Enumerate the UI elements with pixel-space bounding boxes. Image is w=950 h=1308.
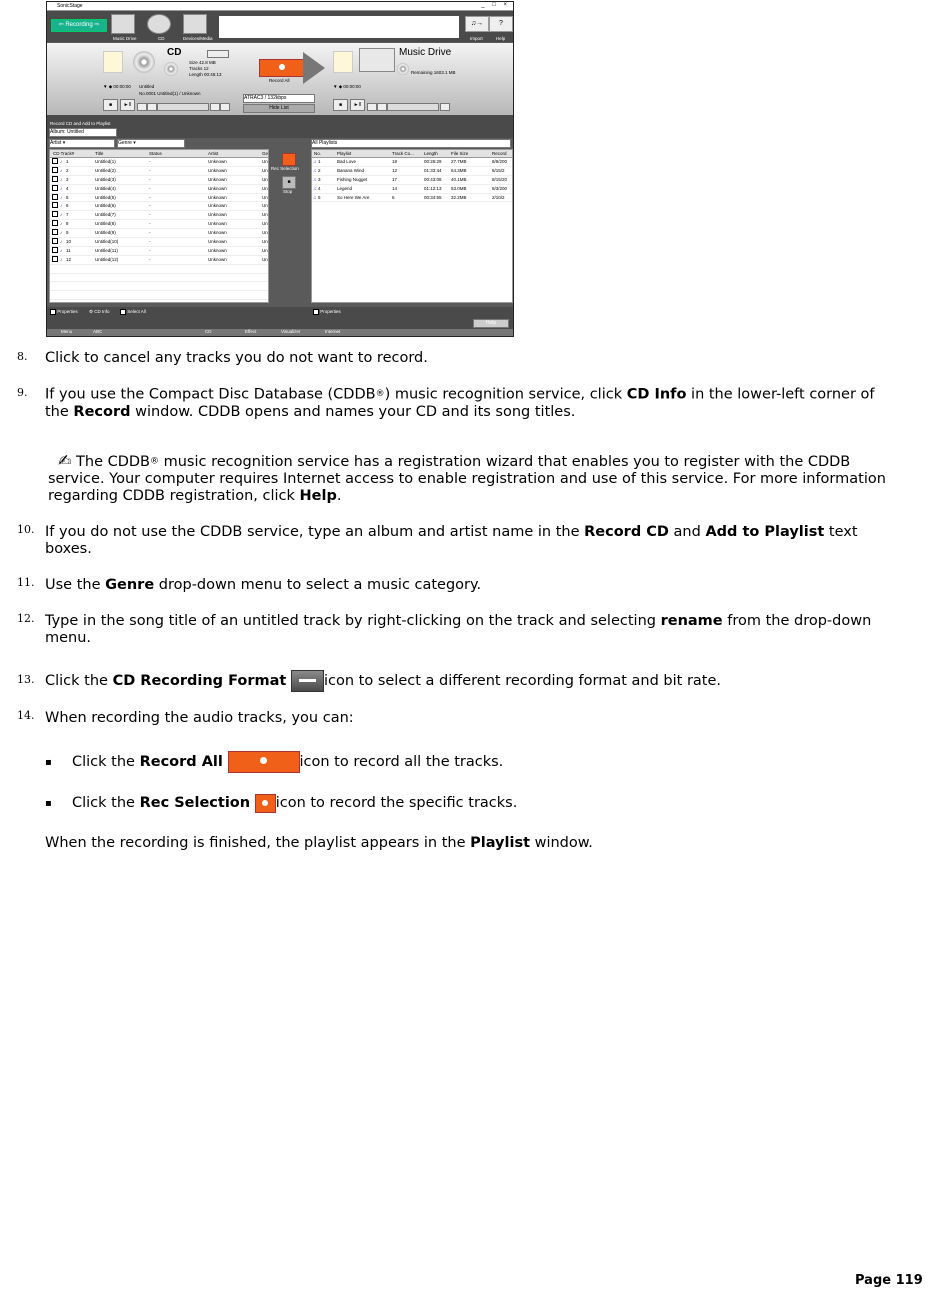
cell: So Here We Are [337, 194, 370, 200]
cell: 40.1MB [451, 176, 467, 182]
recording-button[interactable]: ⇦ Recording ⇨ [51, 19, 107, 32]
right-seek-bar[interactable] [387, 103, 439, 111]
cd-track-row[interactable] [50, 202, 268, 211]
col-record[interactable]: Record [492, 151, 507, 156]
playlist-row[interactable] [312, 158, 512, 167]
cd-tracks: Tracks 12 [189, 66, 209, 71]
cell: Unknown [208, 185, 227, 191]
music-note-icon: ♪ [60, 176, 63, 182]
col-no[interactable]: No. [314, 151, 322, 156]
cell: 2/10/2 [492, 194, 505, 200]
cell: Untitled(2) [95, 167, 116, 173]
music-note-icon: ♪ [60, 247, 63, 253]
stop-icon[interactable]: ■ [282, 176, 296, 189]
cell: - [149, 221, 151, 227]
cell: 00:26:29 [424, 159, 442, 164]
cell: Un [262, 221, 268, 227]
right-stop-button[interactable]: ■ [333, 99, 348, 111]
help-icon[interactable]: ? [489, 16, 513, 32]
cd-track-row[interactable] [50, 194, 268, 203]
cell: 6 [392, 194, 395, 200]
playlist-row[interactable] [312, 167, 512, 176]
cell: 3 [318, 176, 321, 182]
status-effect[interactable]: Effect [245, 329, 257, 334]
left-seek-bar[interactable] [157, 103, 209, 111]
cd-recording-format-icon [291, 670, 324, 692]
left-play-button[interactable]: ►II [120, 99, 135, 111]
cell: 53.0MB [451, 185, 467, 191]
transfer-arrow-icon [303, 52, 325, 84]
hide-list-button[interactable]: Hide List [243, 104, 315, 113]
rec-selection-icon [255, 794, 276, 813]
right-next-button[interactable] [377, 103, 387, 111]
genre-select[interactable]: Genre ▾ [117, 139, 185, 148]
tab-music-drive[interactable]: Music Drive [113, 36, 137, 41]
empty-row [50, 291, 268, 300]
cd-track-row[interactable] [50, 229, 268, 238]
cell: - [149, 167, 151, 173]
col-track-count[interactable]: Track Co... [392, 151, 414, 156]
record-all-icon [228, 751, 300, 773]
col-artist[interactable]: Artist [208, 151, 219, 156]
window-title: SonicStage [57, 3, 83, 9]
col-length[interactable]: Length [424, 151, 438, 156]
cd-art-icon [103, 51, 123, 73]
cell: 8/9/200 [492, 159, 508, 164]
left-player-title: CD [167, 47, 182, 58]
panel-header [47, 120, 513, 138]
recording-format-select[interactable]: ATRAC3 / 132kbps [243, 94, 315, 103]
cell: Unknown [208, 167, 227, 173]
tab-cd[interactable]: CD [158, 36, 165, 41]
cell: 5 [66, 194, 69, 200]
empty-row [50, 265, 268, 274]
step-11-text: Use the Genre drop-down menu to select a music category. [45, 577, 482, 593]
help-label[interactable]: Help [496, 36, 506, 41]
music-note-icon: ♪ [60, 185, 63, 191]
step-9-number: 9. [17, 386, 28, 399]
playlist-list [311, 149, 513, 303]
music-note-icon: ♪ [60, 230, 63, 236]
left-prev-button[interactable] [137, 103, 147, 111]
step-10-text: If you do not use the CDDB service, type an album and artist name in the Record CD and Add to Playlist text boxes. [45, 524, 858, 557]
cell: Untitled(5) [95, 194, 116, 200]
help-button[interactable]: Help [473, 319, 509, 328]
cd-info-button[interactable]: ⚙ CD Info [89, 309, 110, 314]
music-note-icon: ♪ [60, 194, 63, 200]
playlist-row[interactable] [312, 194, 512, 203]
cell: Unknown [208, 194, 227, 200]
step-9-text: If you use the Compact Disc Database (CDDB®) music recognition service, click CD Info in the lower-left corner of the Record window. CDDB opens and names your CD and its song titles. [45, 386, 875, 420]
music-drive-icon-large [359, 48, 395, 72]
cell: - [149, 159, 151, 164]
music-note-icon: ♪ [60, 203, 63, 209]
cell: 6 [66, 203, 69, 209]
devices-media-icon[interactable] [183, 14, 207, 34]
right-vol-button[interactable] [440, 103, 450, 111]
bullet-2-text: Click the Rec Selection icon to record the specific tracks. [72, 795, 518, 811]
cell: 12 [392, 167, 398, 173]
cell: Unknown [208, 203, 227, 209]
cell: Untitled(10) [95, 239, 119, 245]
cell: 1 [318, 159, 321, 164]
window-title-bar [47, 2, 513, 11]
music-note-icon: ♪ [60, 159, 63, 164]
properties-left[interactable]: Properties [50, 309, 78, 315]
window-controls[interactable]: _ □ × [481, 2, 510, 8]
cell: Un [262, 159, 268, 164]
step-12-text: Type in the song title of an untitled track by right-clicking on the track and selecting rename from the drop-down menu. [45, 613, 872, 646]
cd-track-row[interactable] [50, 185, 268, 194]
playlist-icon: ♫ [313, 185, 317, 191]
playlist-icon: ♫ [313, 159, 317, 164]
cd-disc-icon [133, 51, 155, 73]
cell: 01:33:44 [424, 167, 442, 173]
step-8-number: 8. [17, 350, 28, 363]
player-area [47, 43, 513, 115]
cell: Un [262, 194, 268, 200]
cd-track-row[interactable] [50, 158, 268, 167]
cell: Unknown [208, 247, 227, 253]
step-11-number: 11. [17, 576, 35, 589]
cell: 5 [318, 194, 321, 200]
bottom-bar [47, 307, 513, 336]
step-10-number: 10. [17, 523, 35, 536]
step-8-text: Click to cancel any tracks you do not want to record. [45, 350, 428, 366]
right-player-title: Music Drive [399, 47, 452, 58]
cd-track-row[interactable] [50, 211, 268, 220]
cell: Untitled(7) [95, 212, 116, 218]
cell: - [149, 239, 151, 245]
cd-track-row[interactable] [50, 167, 268, 176]
bullet-2: ▪ [45, 798, 52, 809]
cell: 9 [66, 230, 69, 236]
cell: Un [262, 203, 268, 209]
cell: Untitled(6) [95, 203, 116, 209]
cell: Un [262, 230, 268, 236]
cell: 1 [66, 159, 69, 164]
bullet-1: ▪ [45, 757, 52, 768]
col-status[interactable]: Status [149, 151, 162, 156]
final-paragraph: When the recording is finished, the playlist appears in the Playlist window. [45, 835, 593, 851]
cell: Untitled(4) [95, 185, 116, 191]
step-13-number: 13. [17, 673, 35, 686]
status-visualizer[interactable]: Visualizer [281, 329, 301, 334]
cell: Unknown [208, 239, 227, 245]
cell: 2 [66, 167, 69, 173]
rec-selection-icon[interactable] [282, 153, 296, 166]
cell: - [149, 185, 151, 191]
cell: Untitled(9) [95, 230, 116, 236]
music-note-icon: ♪ [60, 221, 63, 227]
music-drive-icon[interactable] [111, 14, 135, 34]
playlist-icon: ♫ [313, 176, 317, 182]
right-time: ▼ ◆ 00:00:00 [333, 84, 361, 89]
cell: Untitled(1) [95, 159, 116, 164]
cell: 14 [392, 185, 398, 191]
cell: 00:34:55 [424, 194, 442, 200]
cell: Un [262, 185, 268, 191]
col-cd-track[interactable]: CD Track# [53, 151, 75, 156]
cell: - [149, 212, 151, 218]
cd-track-row[interactable] [50, 238, 268, 247]
cell: Unknown [208, 176, 227, 182]
cell: Banana Wind [337, 167, 365, 173]
cell: 00:43:08 [424, 176, 442, 182]
cell: Untitled(11) [95, 247, 118, 253]
cell: Unknown [208, 230, 227, 236]
cell: 2 [318, 167, 321, 173]
tab-devices-media[interactable]: Devices/Media [183, 36, 213, 41]
cell: 18 [392, 159, 398, 164]
playlist-row[interactable] [312, 176, 512, 185]
cd-track-row[interactable] [50, 176, 268, 185]
step-13-text: Click the CD Recording Format icon to select a different recording format and bit rate. [45, 666, 905, 696]
music-drive-disc-icon [397, 63, 409, 75]
left-track-info: No.0001 Untitled(1) / Unknown [139, 91, 201, 96]
cell: 27.7MB [451, 159, 467, 164]
sonicstage-screenshot [46, 1, 514, 337]
cell: Un [262, 212, 268, 218]
artist-select[interactable]: Artist ▾ [49, 139, 115, 148]
cell: - [149, 230, 151, 236]
cd-track-row[interactable] [50, 256, 268, 265]
cell: Un [262, 247, 268, 253]
col-genre[interactable]: Ge [262, 151, 269, 156]
cell: 7 [66, 212, 69, 218]
left-stop-button[interactable]: ■ [103, 99, 118, 111]
cell: Unknown [208, 212, 227, 218]
col-file-size[interactable]: File Size [451, 151, 469, 156]
cell: Un [262, 256, 268, 262]
cell: Untitled(8) [95, 221, 116, 227]
cell: - [149, 256, 151, 262]
cell: Untitled(12) [95, 256, 119, 262]
rec-selection-label: Rec Selection [271, 166, 299, 171]
note-pencil-icon: ✍ [58, 451, 72, 470]
status-menu[interactable]: Menu [61, 329, 73, 334]
cd-track-row[interactable] [50, 220, 268, 229]
cd-eject-button[interactable] [207, 50, 229, 58]
toolbar [47, 11, 513, 42]
left-time: ▼ ◆ 00:00:00 [103, 84, 131, 89]
left-next-button[interactable] [147, 103, 157, 111]
playlist-list-header [312, 150, 512, 158]
page-number: Page 119 [855, 1273, 923, 1288]
cell: - [149, 194, 151, 200]
cell: Unknown [208, 159, 227, 164]
cd-track-list-header [50, 150, 268, 158]
cell: 01:12:13 [424, 185, 442, 191]
empty-row [50, 300, 268, 303]
status-internet[interactable]: Internet [325, 329, 341, 334]
status-bar [47, 329, 513, 336]
properties-right[interactable]: Properties [313, 309, 341, 315]
cell: 3 [66, 176, 69, 182]
step-12-number: 12. [17, 612, 35, 625]
cd-track-row[interactable] [50, 247, 268, 256]
status-abc[interactable]: ABC [93, 329, 103, 334]
cell: Unknown [208, 221, 227, 227]
cell: Bad Love [337, 159, 357, 164]
cell: 10 [66, 239, 72, 245]
playlist-icon: ♫ [313, 194, 317, 200]
left-vol-up[interactable] [220, 103, 230, 111]
playlist-icon: ♫ [313, 167, 317, 173]
cd-track-list [49, 149, 269, 303]
cell: Fishing Nugget [337, 176, 368, 182]
step-14-text: When recording the audio tracks, you can: [45, 710, 354, 726]
right-remaining: Remaining 1603.1 MB [411, 70, 456, 75]
cddb-note: ✍ The CDDB® music recognition service has a registration wizard that enables you to register with the CDDB service. Your computer requires Internet access to enable registration and use of this service. For more information regarding CDDB registration, click Help. [48, 451, 886, 504]
left-status: Untitled [139, 84, 155, 89]
music-note-icon: ♪ [60, 167, 63, 173]
cell: Un [262, 176, 268, 182]
stop-label: Stop [283, 189, 293, 194]
cd-size: Size 42.8 MB [189, 60, 216, 65]
cell: Legend [337, 185, 353, 191]
cell: 4 [318, 185, 321, 191]
cell: 8/3/200 [492, 185, 508, 191]
cell: 11 [66, 247, 71, 253]
music-note-icon: ♪ [60, 212, 63, 218]
cell: Untitled(3) [95, 176, 116, 182]
bullet-1-text: Click the Record All icon to record all the tracks. [72, 747, 503, 777]
import-label[interactable]: Import [470, 36, 483, 41]
cd-length: Length 00:46:13 [189, 72, 222, 77]
cd-small-disc-icon [164, 62, 178, 76]
toolbar-display [219, 16, 459, 38]
cell: - [149, 247, 151, 253]
album-field[interactable]: Album: Untitled [49, 128, 117, 137]
cell: - [149, 203, 151, 209]
cell: 8/15/20 [492, 176, 508, 182]
select-all-checkbox[interactable]: Select All [120, 309, 146, 315]
cell: 12 [66, 256, 72, 262]
col-title[interactable]: Title [95, 151, 104, 156]
cell: Unknown [208, 256, 227, 262]
empty-row [50, 282, 268, 291]
cell: 64.3MB [451, 167, 467, 173]
cell: 8/15/2 [492, 167, 505, 173]
playlist-select[interactable]: All Playlists [311, 139, 511, 148]
cell: 32.2MB [451, 194, 467, 200]
empty-row [50, 274, 268, 283]
music-note-icon: ♪ [60, 239, 63, 245]
cell: 4 [66, 185, 69, 191]
playlist-row[interactable] [312, 185, 512, 194]
cell: Un [262, 239, 268, 245]
cd-icon[interactable] [147, 14, 171, 34]
left-vol-down[interactable] [210, 103, 220, 111]
cell: Un [262, 167, 268, 173]
status-cd[interactable]: CD [205, 329, 212, 334]
record-all-button[interactable] [259, 59, 307, 77]
cell: 8 [66, 221, 69, 227]
cell: 17 [392, 176, 398, 182]
right-play-button[interactable]: ►II [350, 99, 365, 111]
music-drive-art-icon [333, 51, 353, 73]
record-all-label: Record All [269, 78, 290, 83]
col-playlist[interactable]: Playlist [337, 151, 352, 156]
panel-header-title: Record CD and Add to Playlist [50, 121, 111, 126]
right-prev-button[interactable] [367, 103, 377, 111]
music-note-icon: ♪ [60, 256, 63, 262]
step-14-number: 14. [17, 709, 35, 722]
cell: - [149, 176, 151, 182]
import-icon[interactable]: ♫→ [465, 16, 489, 32]
